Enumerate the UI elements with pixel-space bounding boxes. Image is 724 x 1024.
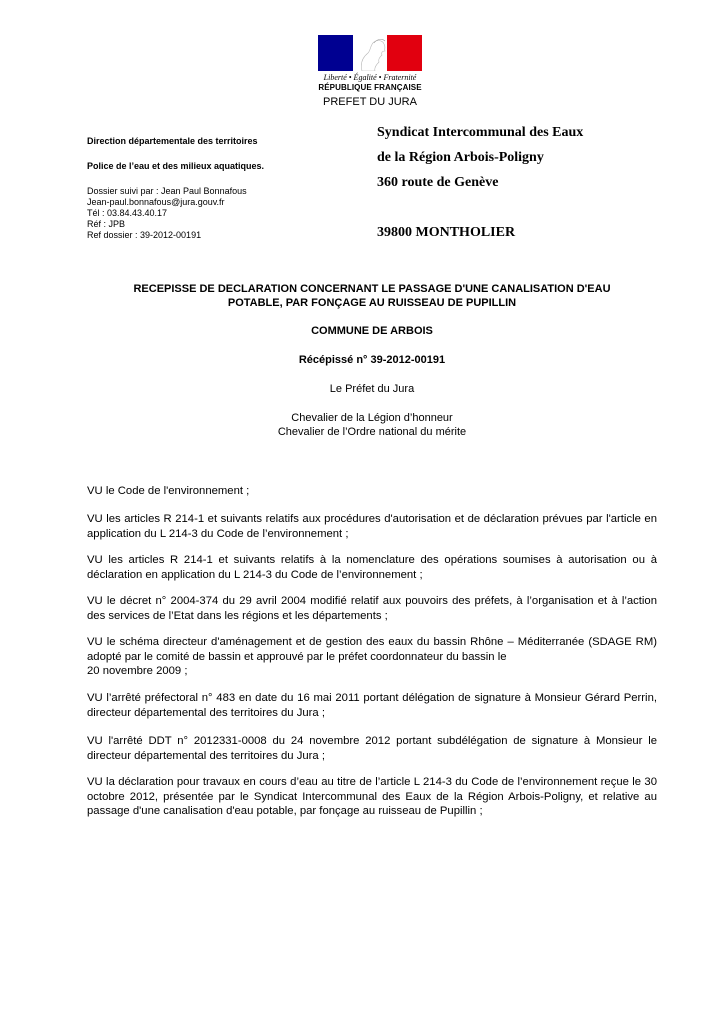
commune-heading: COMMUNE DE ARBOIS: [311, 325, 433, 337]
receipt-number: Récépissé n° 39-2012-00191: [298, 354, 446, 366]
document-title-line-2: POTABLE, PAR FONÇAGE AU RUISSEAU DE PUPILLIN: [227, 297, 517, 309]
sender-ref: Réf : JPB: [87, 219, 126, 229]
consideration-paragraph: VU la déclaration pour travaux en cours d’eau au titre de l’article L 214-3 du Code de l’environnement reçue le 30 octobre 2012, présentée par le Syndicat Intercommunal des Eaux de la Région Arbois-Poligny, et relative au passage d'une canalisation d'eau potable, par fonçage au ruisseau de Pupillin ;: [87, 776, 657, 817]
sender-followed-by: Dossier suivi par : Jean Paul Bonnafous: [87, 186, 247, 196]
republic-name: RÉPUBLIQUE FRANÇAISE: [318, 83, 422, 92]
marianne-logo: [318, 35, 422, 92]
sender-service: Police de l’eau et des milieux aquatiques.: [87, 161, 265, 171]
tricolor-flag-icon: [318, 35, 422, 71]
sender-direction: Direction départementale des territoires: [87, 136, 258, 146]
consideration-paragraph: VU le Code de l'environnement ;: [87, 485, 250, 497]
consideration-paragraph: VU l'arrêté DDT n° 2012331-0008 du 24 novembre 2012 portant subdélégation de signature à Monsieur le directeur départemental des territoires du Jura ;: [87, 735, 657, 762]
consideration-paragraph: VU les articles R 214-1 et suivants relatifs aux procédures d'autorisation et de déclaration prévues par l'article en application du L 214-3 du Code de l’environnement ;: [87, 513, 657, 540]
sender-phone: Tél : 03.84.43.40.17: [87, 208, 168, 218]
honor-block: [87, 411, 657, 439]
republic-motto: Liberté • Égalité • Fraternité: [323, 73, 417, 82]
recipient-line-1: Syndicat Intercommunal des Eaux: [377, 125, 584, 140]
sender-block: [87, 136, 357, 241]
prefet-title: Le Préfet du Jura: [329, 383, 415, 395]
consideration-paragraph: VU le décret n° 2004-374 du 29 avril 2004 modifié relatif aux pouvoirs des préfets, à l’organisation et à l’action des services de l’Etat dans les régions et les départements ;: [87, 595, 657, 622]
consideration-paragraph-end: 20 novembre 2009 ;: [87, 665, 188, 677]
consideration-paragraph: VU l’arrêté préfectoral n° 483 en date du 16 mai 2011 portant délégation de signature à Monsieur Gérard Perrin, directeur départemental des territoires du Jura ;: [87, 692, 657, 719]
consideration-paragraph: VU le schéma directeur d'aménagement et de gestion des eaux du bassin Rhône – Méditerranée (SDAGE RM) adopté par le comité de bassin et approuvé par le préfet coordonnateur du bassin le: [87, 636, 657, 663]
recipient-line-4: 39800 MONTHOLIER: [377, 225, 516, 240]
recipient-address: [377, 124, 677, 249]
sender-email: Jean-paul.bonnafous@jura.gouv.fr: [87, 197, 225, 207]
recipient-line-2: de la Région Arbois-Poligny: [377, 150, 544, 165]
recipient-line-3: 360 route de Genève: [377, 175, 499, 190]
sender-ref-dossier: Ref dossier : 39-2012-00191: [87, 230, 202, 240]
document-title: [87, 282, 657, 310]
consideration-paragraph: VU les articles R 214-1 et suivants relatifs à la nomenclature des opérations soumises à autorisation ou à déclaration en application du L 214-3 du Code de l’environnement ;: [87, 554, 657, 581]
honor-line-1: Chevalier de la Légion d’honneur: [291, 412, 453, 424]
honor-line-2: Chevalier de l’Ordre national du mérite: [277, 426, 467, 438]
document-title-line-1: RECEPISSE DE DECLARATION CONCERNANT LE PASSAGE D'UNE CANALISATION D'EAU: [133, 283, 611, 295]
prefecture-name: PREFET DU JURA: [323, 96, 417, 108]
